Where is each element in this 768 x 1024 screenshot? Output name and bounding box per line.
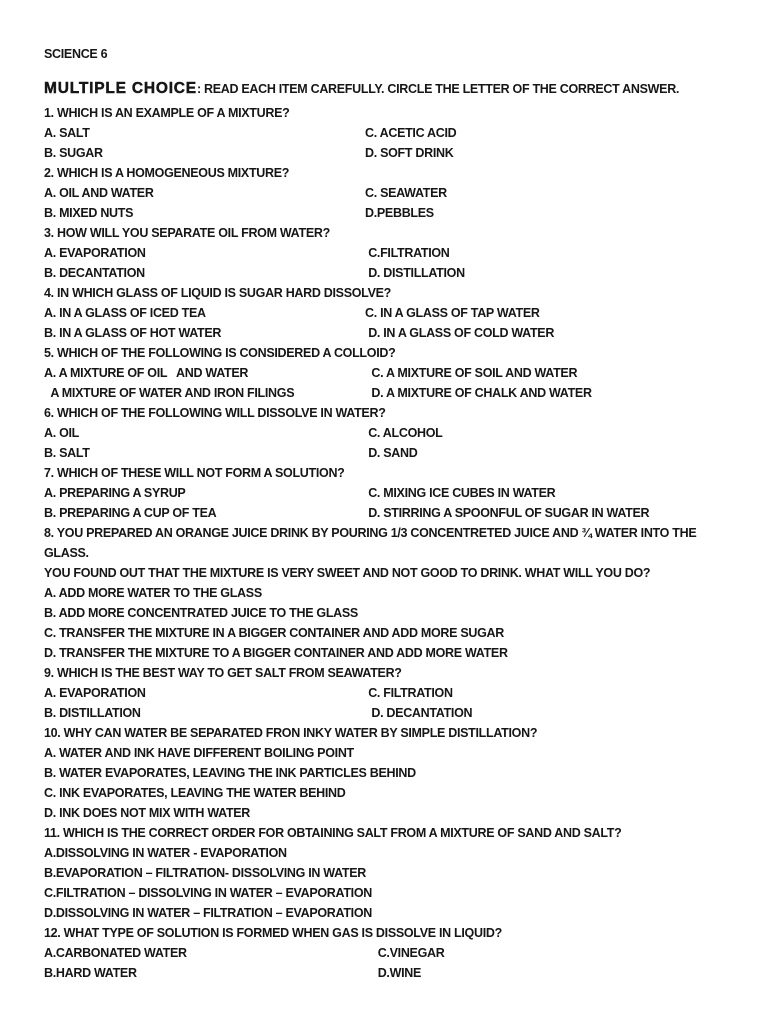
option-row [44, 183, 744, 203]
question-3 [44, 223, 744, 283]
option: D. IN A GLASS OF COLD WATER [365, 326, 555, 340]
option: C. INK EVAPORATES, LEAVING THE WATER BEHIND [44, 786, 346, 800]
option-row [44, 383, 744, 403]
option: C.FILTRATION [365, 246, 450, 260]
option: C. MIXING ICE CUBES IN WATER [365, 486, 556, 500]
option-row [44, 703, 744, 723]
option: A. EVAPORATION [44, 686, 146, 700]
option: D. DISTILLATION [365, 266, 465, 280]
option-row [44, 943, 744, 963]
option-row [44, 263, 744, 283]
option: B. IN A GLASS OF HOT WATER [44, 326, 222, 340]
option: D.DISSOLVING IN WATER – FILTRATION – EVAPORATION [44, 906, 372, 920]
question-11 [44, 823, 744, 923]
option-row [44, 423, 744, 443]
option-row [44, 683, 744, 703]
option: B. MIXED NUTS [44, 206, 134, 220]
option: D. SAND [365, 446, 418, 460]
option: C. FILTRATION [365, 686, 453, 700]
option-row [44, 323, 744, 343]
option: C. ACETIC ACID [365, 126, 457, 140]
option: A. A MIXTURE OF OIL AND WATER [44, 366, 249, 380]
question-text: 11. WHICH IS THE CORRECT ORDER FOR OBTAINING SALT FROM A MIXTURE OF SAND AND SALT? [44, 826, 622, 840]
question-10 [44, 723, 744, 823]
option: C. IN A GLASS OF TAP WATER [365, 306, 540, 320]
option-row [44, 143, 744, 163]
question-text: 8. YOU PREPARED AN ORANGE JUICE DRINK BY POURING 1/3 CONCENTRETED JUICE AND ¾ WATER INTO THE GLASS. [44, 526, 700, 560]
question-text: 6. WHICH OF THE FOLLOWING WILL DISSOLVE IN WATER? [44, 406, 386, 420]
questions-list [44, 103, 744, 983]
question-text: 10. WHY CAN WATER BE SEPARATED FRON INKY WATER BY SIMPLE DISTILLATION? [44, 726, 538, 740]
option: C.VINEGAR [365, 946, 445, 960]
option-row [44, 443, 744, 463]
question-12 [44, 923, 744, 983]
option: C.FILTRATION – DISSOLVING IN WATER – EVAPORATION [44, 886, 372, 900]
option: B. PREPARING A CUP OF TEA [44, 506, 217, 520]
option: A. OIL AND WATER [44, 186, 154, 200]
question-text: 7. WHICH OF THESE WILL NOT FORM A SOLUTION? [44, 466, 345, 480]
option: A. ADD MORE WATER TO THE GLASS [44, 586, 262, 600]
question-text: 4. IN WHICH GLASS OF LIQUID IS SUGAR HARD DISSOLVE? [44, 286, 391, 300]
option: D. SOFT DRINK [365, 146, 454, 160]
option: B. ADD MORE CONCENTRATED JUICE TO THE GLASS [44, 606, 358, 620]
option: D. DECANTATION [365, 706, 473, 720]
question-text: 12. WHAT TYPE OF SOLUTION IS FORMED WHEN GAS IS DISSOLVE IN LIQUID? [44, 926, 502, 940]
question-8 [44, 523, 744, 663]
question-text: 9. WHICH IS THE BEST WAY TO GET SALT FROM SEAWATER? [44, 666, 402, 680]
option-row [44, 503, 744, 523]
option: A. OIL [44, 426, 80, 440]
option-row [44, 203, 744, 223]
question-9 [44, 663, 744, 723]
option: C. ALCOHOL [365, 426, 443, 440]
question-text: 3. HOW WILL YOU SEPARATE OIL FROM WATER? [44, 226, 330, 240]
option: A.DISSOLVING IN WATER - EVAPORATION [44, 846, 287, 860]
option: B. DISTILLATION [44, 706, 141, 720]
question-5 [44, 343, 744, 403]
option-row [44, 303, 744, 323]
question-1 [44, 103, 744, 163]
option: A. EVAPORATION [44, 246, 146, 260]
heading-bold-label: MULTIPLE CHOICE [44, 80, 197, 97]
option-row [44, 123, 744, 143]
option: A.CARBONATED WATER [44, 946, 187, 960]
option-row [44, 963, 744, 983]
question-text: 2. WHICH IS A HOMOGENEOUS MIXTURE? [44, 166, 290, 180]
option: C. A MIXTURE OF SOIL AND WATER [365, 366, 578, 380]
option: B. SUGAR [44, 146, 103, 160]
heading-instructions-text: : READ EACH ITEM CAREFULLY. CIRCLE THE LETTER OF THE CORRECT ANSWER. [196, 82, 680, 96]
instructions-heading [44, 77, 744, 101]
option-row [44, 363, 744, 383]
option: A MIXTURE OF WATER AND IRON FILINGS [44, 386, 295, 400]
option: D. STIRRING A SPOONFUL OF SUGAR IN WATER [365, 506, 650, 520]
option: C. SEAWATER [365, 186, 447, 200]
option: A. SALT [44, 126, 90, 140]
question-text: 5. WHICH OF THE FOLLOWING IS CONSIDERED A COLLOID? [44, 346, 396, 360]
option: B.HARD WATER [44, 966, 137, 980]
question-text: 1. WHICH IS AN EXAMPLE OF A MIXTURE? [44, 106, 290, 120]
option-row [44, 483, 744, 503]
option: A. WATER AND INK HAVE DIFFERENT BOILING POINT [44, 746, 354, 760]
option: D. INK DOES NOT MIX WITH WATER [44, 806, 251, 820]
option-row [44, 243, 744, 263]
question-6 [44, 403, 744, 463]
option: C. TRANSFER THE MIXTURE IN A BIGGER CONTAINER AND ADD MORE SUGAR [44, 626, 504, 640]
question-4 [44, 283, 744, 343]
option: D. A MIXTURE OF CHALK AND WATER [365, 386, 592, 400]
option: B. SALT [44, 446, 90, 460]
option: A. PREPARING A SYRUP [44, 486, 186, 500]
question-2 [44, 163, 744, 223]
option: B. WATER EVAPORATES, LEAVING THE INK PARTICLES BEHIND [44, 766, 416, 780]
course-title: SCIENCE 6 [44, 47, 108, 61]
question-text-cont: YOU FOUND OUT THAT THE MIXTURE IS VERY SWEET AND NOT GOOD TO DRINK. WHAT WILL YOU DO? [44, 566, 651, 580]
option: B. DECANTATION [44, 266, 145, 280]
option: D.WINE [365, 966, 422, 980]
option: B.EVAPORATION – FILTRATION- DISSOLVING IN WATER [44, 866, 367, 880]
option: D. TRANSFER THE MIXTURE TO A BIGGER CONTAINER AND ADD MORE WATER [44, 646, 508, 660]
option: D.PEBBLES [365, 206, 434, 220]
option: A. IN A GLASS OF ICED TEA [44, 306, 206, 320]
question-7 [44, 463, 744, 523]
